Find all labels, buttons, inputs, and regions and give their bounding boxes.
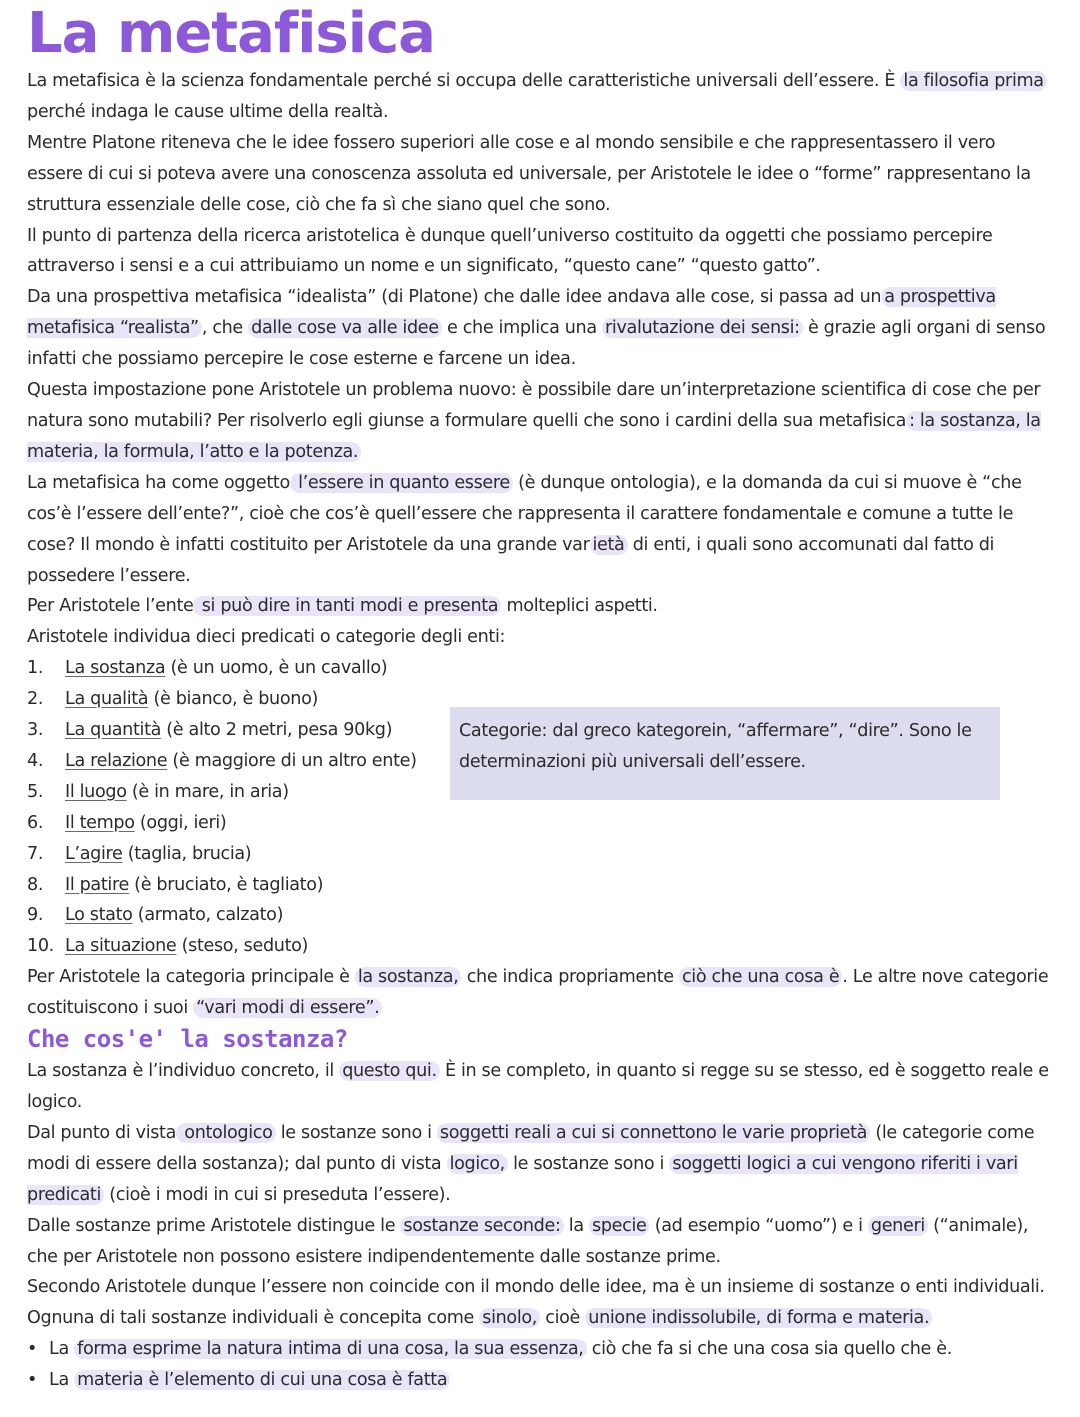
paragraph-categorie-intro: Aristotele individua dieci predicati o categorie degli enti: — [27, 627, 506, 648]
category-name: Lo stato — [65, 905, 133, 926]
list-item — [27, 839, 1054, 870]
category-example: (è bianco, è buono) — [148, 689, 318, 710]
list-item — [27, 653, 1054, 684]
list-number: 3. — [27, 720, 44, 741]
list-item — [27, 1334, 1054, 1365]
text: molteplici aspetti. — [501, 596, 658, 617]
highlight: ciò che una cosa è — [679, 967, 842, 987]
category-name: La relazione — [65, 750, 168, 771]
list-number: 6. — [27, 812, 44, 833]
text: Dal punto di vista — [27, 1122, 177, 1143]
paragraph-sinolo — [27, 1303, 1054, 1334]
list-number: 1. — [27, 658, 44, 679]
category-example: (è alto 2 metri, pesa 90kg) — [161, 720, 393, 741]
text: La — [49, 1370, 75, 1391]
text: cioè — [540, 1308, 586, 1329]
list-number: 9. — [27, 905, 44, 926]
text: La sostanza è l’individuo concreto, il — [27, 1061, 340, 1082]
highlight: forma esprime la natura intima di una cosa, la sua essenza, — [74, 1339, 586, 1359]
highlight: unione indissolubile, di forma e materia. — [585, 1308, 932, 1328]
paragraph-sostanza-principale — [27, 962, 1054, 1024]
list-number: 5. — [27, 781, 44, 802]
text: Per Aristotele l’ente — [27, 596, 194, 617]
paragraph-intro — [27, 66, 1054, 128]
highlight: sostanze seconde: — [400, 1216, 563, 1236]
category-example: (è maggiore di un altro ente) — [167, 750, 417, 771]
text: , che — [201, 318, 249, 339]
text: le sostanze sono i — [275, 1122, 437, 1143]
text: Per Aristotele la categoria principale è — [27, 967, 355, 988]
paragraph-ente — [27, 591, 1054, 622]
category-name: La qualità — [65, 689, 149, 710]
page-title: La metafisica — [27, 1, 435, 66]
bullet-icon: • — [27, 1370, 38, 1391]
highlight: logico, — [447, 1154, 508, 1174]
text: (cioè i modi in cui si preseduta l’essere). — [104, 1184, 451, 1205]
category-example: (steso, seduto) — [176, 936, 309, 957]
highlight: materia è l’elemento di cui una cosa è fatta — [74, 1370, 450, 1390]
list-item — [27, 808, 1054, 839]
list-item — [27, 931, 1054, 962]
category-example: (armato, calzato) — [132, 905, 284, 926]
highlight: ontologico — [176, 1123, 275, 1143]
category-name: Il patire — [65, 874, 129, 895]
paragraph-prospettiva — [27, 282, 1054, 375]
text: La — [49, 1339, 75, 1360]
list-item — [27, 900, 1054, 931]
category-name: Il luogo — [65, 781, 127, 802]
section-heading: Che cos'e' la sostanza? — [27, 1025, 348, 1054]
category-example: (taglia, brucia) — [122, 843, 252, 864]
text: Questa impostazione pone Aristotele un problema nuovo: è possibile dare un’interpretazione scientifica di cose che per natura sono mutabili? Per risolverlo egli giunse a formulare quelli che sono i cardini della sua metafisica — [27, 380, 1041, 431]
text: (ad esempio “uomo”) e i — [649, 1215, 868, 1236]
category-name: Il tempo — [65, 812, 135, 833]
text: (le categorie come modi di essere della sostanza); dal punto di vista — [27, 1122, 1035, 1174]
category-example: (è bruciato, è tagliato) — [128, 874, 324, 895]
list-number: 4. — [27, 750, 44, 771]
text: Da una prospettiva metafisica “idealista” (di Platone) che dalle idee andava alle cose, si passa ad un — [27, 287, 882, 308]
paragraph-oggetto — [27, 468, 1054, 592]
highlight: la sostanza, — [355, 967, 462, 987]
text: è grazie agli organi di senso infatti che possiamo percepire le cose esterne e farcene un idea. — [27, 318, 1046, 370]
text: che indica propriamente — [461, 967, 679, 988]
text: . Le altre nove categorie costituiscono i suoi — [27, 967, 1049, 1019]
category-example: (è un uomo, è un cavallo) — [165, 658, 388, 679]
text: la — [563, 1215, 590, 1236]
paragraph-essere: Secondo Aristotele dunque l’essere non coincide con il mondo delle idee, ma è un insieme di sostanze o enti individuali. — [27, 1277, 1045, 1298]
text: È in se completo, in quanto si regge su se stesso, ed è soggetto reale e logico. — [27, 1061, 1049, 1112]
paragraph-problema — [27, 375, 1054, 468]
category-name: La quantità — [65, 720, 162, 741]
list-item — [27, 1365, 1054, 1396]
text: (“animale), che per Aristotele non possono esistere indipendentemente dalle sostanze prime. — [27, 1215, 1029, 1267]
category-name: La sostanza — [65, 658, 166, 679]
highlight: soggetti reali a cui si connettono le varie proprietà — [437, 1123, 870, 1143]
text: Dalle sostanze prime Aristotele distingue le — [27, 1215, 401, 1236]
highlight: si può dire in tanti modi e presenta — [193, 596, 501, 616]
list-number: 10. — [27, 936, 54, 957]
paragraph-ontologico-logico — [27, 1118, 1054, 1211]
category-example: (oggi, ieri) — [134, 812, 227, 833]
highlight: generi — [868, 1216, 928, 1236]
highlight: a prospettiva metafisica “realista” — [27, 287, 996, 339]
paragraph-sostanze-seconde — [27, 1211, 1054, 1273]
highlight: la filosofia prima — [900, 71, 1046, 91]
paragraph-individuo — [27, 1056, 1054, 1118]
paragraph-platone: Mentre Platone riteneva che le idee fossero superiori alle cose e al mondo sensibile e che rappresentassero il vero essere di cui si poteva avere una conoscenza assoluta ed universale, per Aristotele le idee o “forme” rappresentano la struttura essenziale delle cose, ciò che fa sì che siano quel che sono. — [27, 132, 1031, 215]
highlight: soggetti logici a cui vengono riferiti i vari predicati — [27, 1153, 1018, 1205]
highlight: ietà — [590, 535, 628, 555]
highlight: “vari modi di essere”. — [193, 998, 382, 1018]
text: La metafisica è la scienza fondamentale perché si occupa delle caratteristiche universali dell’essere. È — [27, 71, 901, 91]
highlight: : la sostanza, la materia, la formula, l’atto e la potenza. — [27, 410, 1041, 462]
text: La metafisica ha come oggetto — [27, 472, 290, 493]
list-number: 8. — [27, 874, 44, 895]
text: di enti, i quali sono accomunati dal fatto di possedere l’essere. — [27, 534, 995, 586]
paragraph-punto-partenza: Il punto di partenza della ricerca aristotelica è dunque quell’universo costituito da oggetti che possiamo percepire attraverso i sensi e a cui attribuiamo un nome e un significato, “questo cane” “questo gatto”. — [27, 225, 993, 277]
list-number: 2. — [27, 689, 44, 710]
category-name: La situazione — [65, 936, 177, 957]
text: (è dunque ontologia), e la domanda da cui si muove è “che cos’è l’essere dell’ente?”, cioè che cos’è quell’essere che rappresenta il carattere fondamentale e comune a tutte le cose? Il mondo è infatti costituito per Aristotele da una grande var — [27, 472, 1022, 555]
highlight: questo qui. — [339, 1061, 440, 1081]
text: perché indaga le cause ultime della realtà. — [27, 101, 389, 122]
highlight: sinolo, — [479, 1308, 540, 1328]
text: Ognuna di tali sostanze individuali è concepita come — [27, 1308, 480, 1329]
list-item — [27, 870, 1054, 901]
bullet-list — [27, 1334, 1054, 1396]
highlight: rivalutazione dei sensi: — [602, 318, 803, 338]
highlight: l’essere in quanto essere — [290, 473, 513, 493]
category-name: L’agire — [65, 843, 123, 864]
bullet-icon: • — [27, 1339, 38, 1360]
highlight: specie — [589, 1216, 649, 1236]
text: ciò che fa si che una cosa sia quello che è. — [586, 1339, 952, 1360]
category-example: (è in mare, in aria) — [126, 781, 289, 802]
categorie-note-box: Categorie: dal greco kategorein, “affermare”, “dire”. Sono le determinazioni più universali dell’essere. — [450, 707, 1000, 800]
text: le sostanze sono i — [507, 1153, 670, 1174]
categories-list — [27, 653, 1054, 962]
list-number: 7. — [27, 843, 44, 864]
text: e che implica una — [441, 318, 603, 339]
highlight: dalle cose va alle idee — [248, 318, 442, 338]
